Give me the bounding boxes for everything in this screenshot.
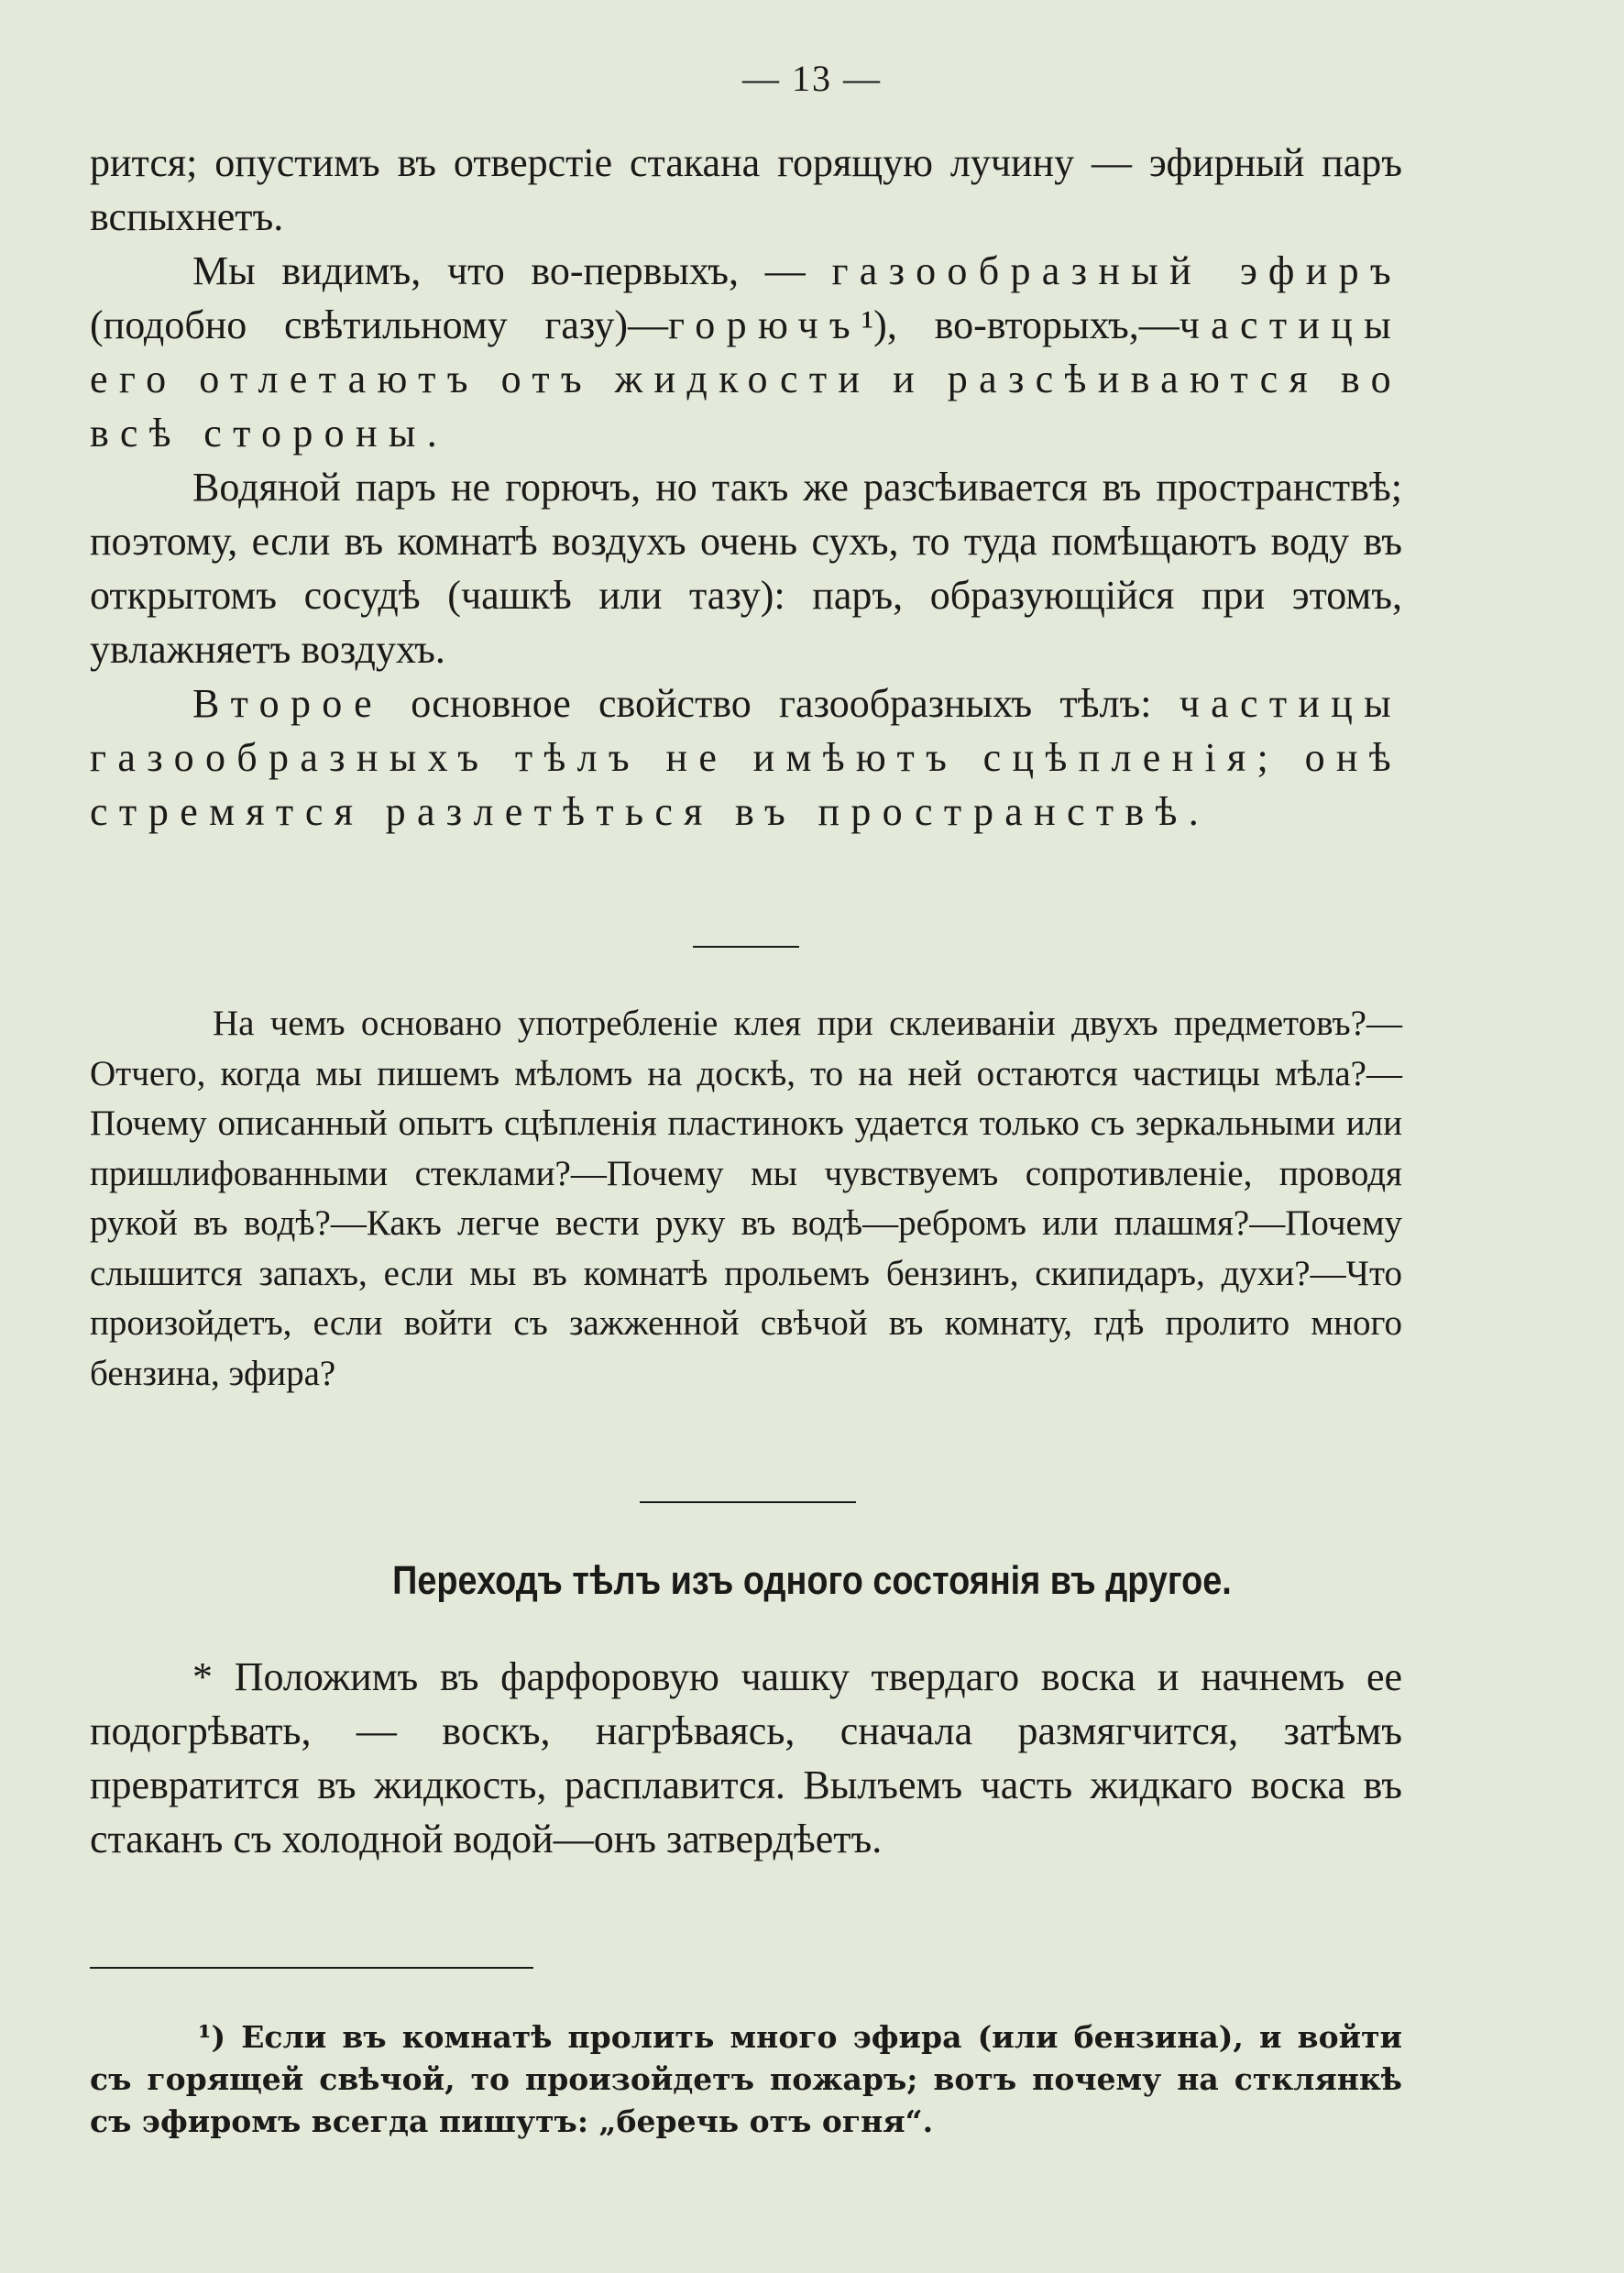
p2-text-a: Мы видимъ, что во-первыхъ, — — [192, 248, 832, 293]
footnote-divider — [90, 1967, 533, 1969]
paragraph-ether-properties — [90, 244, 1402, 460]
divider-section — [640, 1501, 856, 1503]
paragraph-second-property — [90, 676, 1402, 839]
page-number: — 13 — — [742, 58, 882, 99]
p2-emphasis-flammable: горючъ — [668, 302, 861, 347]
footnote: ¹) Если въ комнатѣ пролить много эфира (или бензина), и войти съ горящей свѣчой, то произойдетъ пожаръ; вотъ почему на стклянкѣ съ эфиромъ всегда пишутъ: „беречь отъ огня“. — [90, 2019, 1402, 2139]
section-paragraph: * Положимъ въ фарфоровую чашку твердаго воска и начнемъ ее подогрѣвать, — воскъ, нагрѣваясь, сначала размягчится, затѣмъ превратится въ жидкость, расплавится. Вылъемъ часть жидкаго воска въ стаканъ съ холодной водой—онъ затвердѣетъ. — [90, 1654, 1402, 1861]
paragraph-continuation: рится; опустимъ въ отверстіе стакана горящую лучину — эфирный паръ вспыхнетъ. — [90, 140, 1402, 239]
p2-emphasis-particles: частицы его отлетаютъ отъ жидкости и разсѣиваются во всѣ стороны. — [90, 302, 1403, 456]
review-questions: На чемъ основано употребленіе клея при склеиваніи двухъ предметовъ?—Отчего, когда мы пишемъ мѣломъ на доскѣ, то на ней остаются частицы мѣла?—Почему описанный опытъ сцѣпленія пластинокъ удается только съ зеркальными или пришлифованными стеклами?—Почему мы чувствуемъ сопротивленіе, проводя рукой въ водѣ?—Какъ легче вести руку въ водѣ—ребромъ или плашмя?—Почему слышится запахъ, если мы въ комнатѣ прольемъ бензинъ, скипидаръ, духи?—Что произойдетъ, если войти съ зажженной свѣчой въ комнату, гдѣ пролито много бензина, эфира? — [90, 1004, 1402, 1393]
p2-text-c: (подобно свѣтильному газу)— — [90, 302, 669, 347]
section-heading: Переходъ тѣлъ изъ одного состоянія въ другое. — [392, 1558, 1232, 1603]
divider-short — [693, 946, 799, 948]
main-text — [90, 136, 1402, 839]
p2-text-e: ¹), во-вторыхъ,— — [861, 302, 1180, 347]
p4-emphasis-second: Второе — [192, 681, 383, 726]
p2-emphasis-gaseous-ether: газообразный эфиръ — [831, 248, 1402, 293]
p4-text-b: основное свойство газообразныхъ тѣлъ: — [382, 681, 1180, 726]
paragraph-water-vapor: Водяной паръ не горючъ, но такъ же разсѣивается въ пространствѣ; поэтому, если въ комнатѣ воздухъ очень сухъ, то туда помѣщаютъ воду въ открытомъ сосудѣ (чашкѣ или тазу): паръ, образующійся при этомъ, увлажняетъ воздухъ. — [90, 465, 1402, 672]
p4-emphasis-no-cohesion: частицы газообразныхъ тѣлъ не имѣютъ сцѣпленія; онѣ стремятся разлетѣться въ пространствѣ. — [90, 681, 1402, 834]
